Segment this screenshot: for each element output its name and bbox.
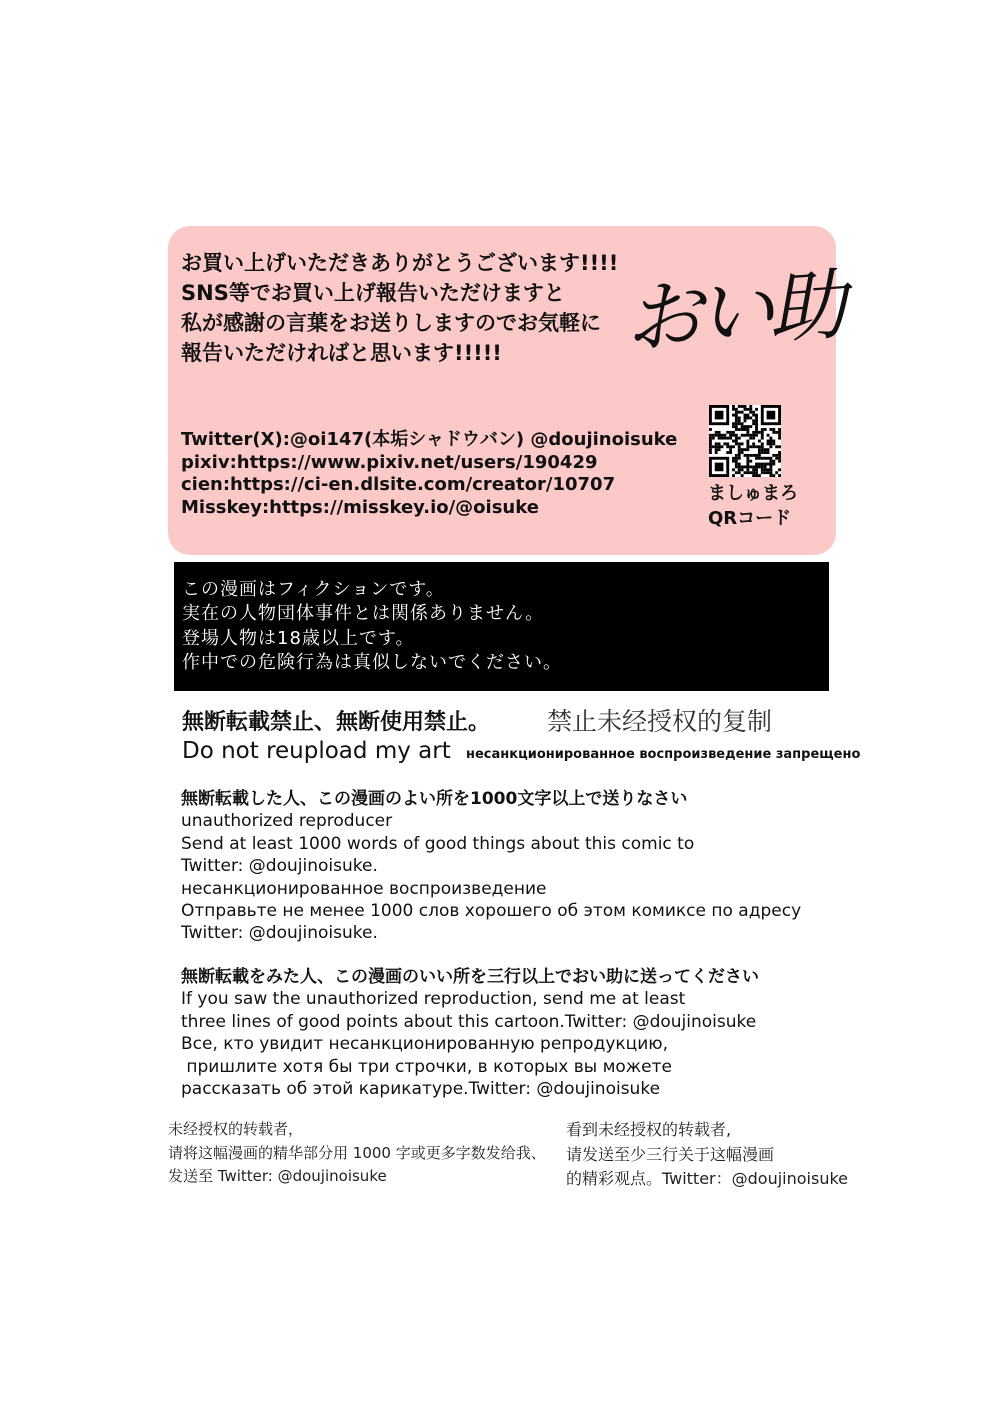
prohibit-ru: несанкционированное воспроизведение запрещено [466,747,861,762]
notice-line: 無断転載をみた人、この漫画のいい所を三行以上でおい助に送ってください [181,967,759,987]
notice-line: несанкционированное воспроизведение [181,878,547,899]
notice-line: пришлите хотя бы три строчки, в которых вы можете [181,1056,672,1077]
thanks-message [181,248,618,368]
notice-line: 未经授权的转载者， [168,1120,304,1138]
author-signature: おい助 [621,260,844,366]
prohibit-en: Do not reupload my art [182,738,451,764]
notice-line: рассказать об этой карикатуре.Twitter: @doujinoisuke [181,1079,661,1100]
prohibit-jp: 無断転載禁止、無断使用禁止。 [182,710,491,735]
notice-line: Send at least 1000 words of good things about this comic to [181,833,695,854]
notice-line: 请将这幅漫画的精华部分用 1000 字或更多字数发给我、 [168,1143,546,1162]
social-links [181,429,677,519]
notice-line: Twitter: @doujinoisuke. [181,856,378,877]
notice-line: 無断転載した人、この漫画のよい所を1000文字以上で送りなさい [181,789,688,809]
thanks-line: お買い上げいただきありがとうございます!!!! [181,251,619,275]
qr-label [708,481,798,531]
misskey-link[interactable]: Misskey:https://misskey.io/@oisuke [181,496,539,518]
thanks-line: SNS等でお買い上げ報告いただけますと [181,281,565,305]
qr-label-line: QRコード [708,508,792,529]
cien-link[interactable]: cien:https://ci-en.dlsite.com/creator/10707 [181,474,616,495]
qr-code-icon[interactable] [709,405,781,477]
disclaimer-line: 実在の人物団体事件とは関係ありません。 [182,603,545,625]
notice-line: unauthorized reproducer [181,811,393,832]
twitter-link[interactable]: Twitter(X):@oi147(本垢シャドウバン) @doujinoisuke [181,429,678,450]
pixiv-link[interactable]: pixiv:https://www.pixiv.net/users/190429 [181,451,598,473]
thanks-line: 私が感謝の言葉をお送りしますのでお気軽に [181,311,601,335]
notice-line: Все, кто увидит несанкционированную репродукцию, [181,1034,668,1055]
notice-line: 发送至 Twitter: @doujinoisuke [168,1167,387,1185]
qr-label-line: ましゅまろ [708,483,798,504]
disclaimer-line: この漫画はフィクションです。 [182,579,445,600]
notice-line: three lines of good points about this cartoon.Twitter: @doujinoisuke [181,1011,757,1032]
thanks-line: 報告いただければと思います!!!!! [181,341,502,365]
notice-line: 请发送至少三行关于这幅漫画 [566,1144,775,1164]
disclaimer-line: 作中での危険行為は真似しないでください。 [182,651,562,673]
disclaimer-text [182,578,562,675]
reproducer-notice [181,788,801,945]
chinese-notice-right [566,1118,848,1192]
notice-line: If you saw the unauthorized reproduction, send me at least [181,989,686,1010]
disclaimer-line: 登場人物は18歳以上です。 [182,627,415,649]
viewer-notice [181,966,759,1100]
notice-line: Twitter: @doujinoisuke. [181,923,378,944]
notice-line: 看到未经授权的转载者, [566,1120,732,1139]
prohibit-zh: 禁止未经授权的复制 [547,707,773,736]
chinese-notice-left [168,1118,546,1189]
notice-line: 的精彩观点。Twitter：@doujinoisuke [566,1169,848,1188]
notice-line: Отправьте не менее 1000 слов хорошего об этом комиксе по адресу [181,901,802,922]
